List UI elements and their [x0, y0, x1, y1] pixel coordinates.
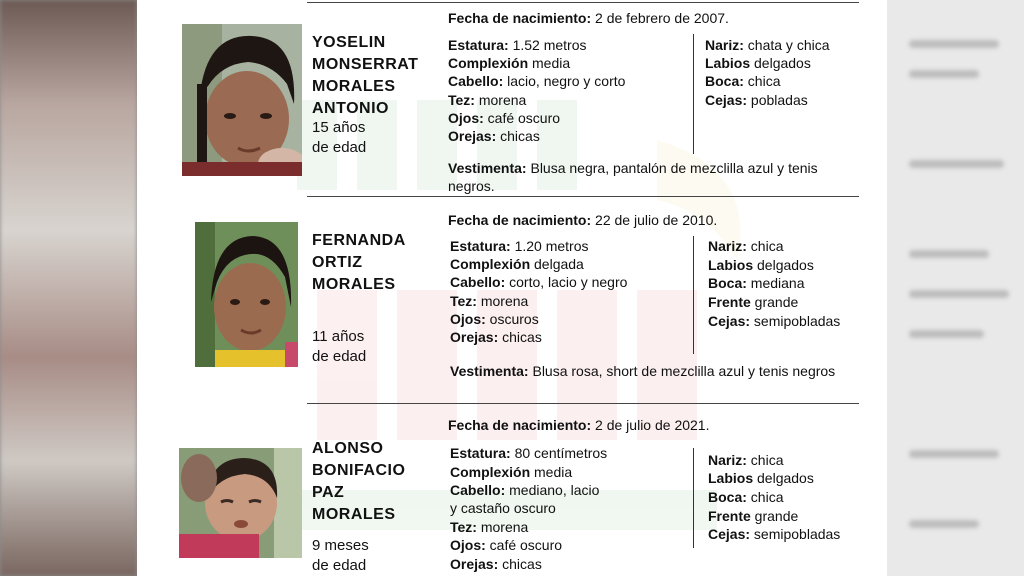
blurred-background-left	[0, 0, 137, 576]
person-age-yoselin	[312, 118, 432, 158]
detail-height: Estatura: 1.20 metros	[450, 238, 589, 254]
name-line: MORALES	[312, 276, 396, 293]
detail-build: Complexión delgada	[450, 256, 584, 272]
detail-height: Estatura: 1.52 metros	[448, 37, 587, 53]
name-line: MORALES	[312, 78, 396, 95]
detail-eyes: Ojos: oscuros	[450, 311, 539, 327]
age-line: de edad	[312, 557, 367, 574]
detail-height: Estatura: 80 centímetros	[450, 445, 608, 461]
detail-lips: Labios delgados	[705, 55, 811, 71]
detail-build: Complexión media	[448, 55, 571, 71]
detail-ears: Orejas: chicas	[450, 329, 542, 345]
age-line: 9 meses	[312, 537, 369, 554]
detail-hair: Cabello: lacio, negro y corto	[448, 73, 626, 89]
age-line: de edad	[312, 348, 367, 365]
detail-build: Complexión media	[450, 464, 573, 480]
detail-skin: Tez: morena	[450, 293, 529, 309]
detail-skin: Tez: morena	[448, 92, 527, 108]
person-name-fernanda	[312, 230, 432, 296]
column-divider	[693, 448, 694, 548]
top-rule	[307, 2, 859, 3]
detail-forehead: Frente grande	[708, 294, 799, 310]
detail-nose: Nariz: chica	[708, 452, 784, 468]
detail-hair: Cabello: mediano, lacio	[450, 482, 600, 498]
age-line: de edad	[312, 139, 367, 156]
detail-eyebrows: Cejas: semipobladas	[708, 526, 841, 542]
photo-fernanda	[195, 222, 298, 367]
detail-mouth: Boca: chica	[708, 489, 784, 505]
detail-clothing: Vestimenta: Blusa negra, pantalón de mezclilla azul y tenis negros.	[448, 160, 818, 194]
detail-ears: Orejas: chicas	[450, 556, 542, 572]
detail-mouth: Boca: chica	[705, 73, 781, 89]
column-divider	[693, 34, 694, 154]
person-name-yoselin	[312, 32, 432, 120]
detail-nose: Nariz: chata y chica	[705, 37, 830, 53]
name-line: BONIFACIO	[312, 462, 406, 479]
name-line: ANTONIO	[312, 100, 389, 117]
name-line: FERNANDA	[312, 232, 406, 249]
record-divider	[307, 403, 859, 404]
birth-date: Fecha de nacimiento: 22 de julio de 2010.	[448, 212, 718, 228]
birth-date: Fecha de nacimiento: 2 de febrero de 2007.	[448, 10, 729, 26]
detail-hair: Cabello: corto, lacio y negro	[450, 274, 628, 290]
person-age-fernanda	[312, 327, 432, 367]
name-line: PAZ	[312, 484, 345, 501]
detail-hair-continued: y castaño oscuro	[450, 500, 556, 516]
age-line: 15 años	[312, 119, 366, 136]
photo-yoselin	[182, 24, 302, 176]
detail-lips: Labios delgados	[708, 257, 814, 273]
age-line: 11 años	[312, 328, 365, 345]
photo-alonso	[179, 448, 302, 558]
name-line: ORTIZ	[312, 254, 363, 271]
record-divider	[307, 196, 859, 197]
detail-eyebrows: Cejas: pobladas	[705, 92, 808, 108]
detail-mouth: Boca: mediana	[708, 275, 805, 291]
detail-clothing: Vestimenta: Blusa rosa, short de mezclilla azul y tenis negros	[450, 363, 836, 379]
blurred-background-right	[887, 0, 1024, 576]
name-line: YOSELIN	[312, 34, 386, 51]
birth-date: Fecha de nacimiento: 2 de julio de 2021.	[448, 417, 710, 433]
name-line: MORALES	[312, 506, 396, 523]
detail-skin: Tez: morena	[450, 519, 529, 535]
name-line: MONSERRAT	[312, 56, 419, 73]
column-divider	[693, 236, 694, 354]
detail-forehead: Frente grande	[708, 508, 799, 524]
person-name-alonso	[312, 438, 432, 526]
detail-eyes: Ojos: café oscuro	[448, 110, 561, 126]
detail-nose: Nariz: chica	[708, 238, 784, 254]
detail-lips: Labios delgados	[708, 470, 814, 486]
missing-persons-sheet	[137, 0, 887, 576]
detail-ears: Orejas: chicas	[448, 128, 540, 144]
detail-eyes: Ojos: café oscuro	[450, 537, 563, 553]
name-line: ALONSO	[312, 440, 384, 457]
person-age-alonso	[312, 536, 432, 576]
detail-eyebrows: Cejas: semipobladas	[708, 313, 841, 329]
